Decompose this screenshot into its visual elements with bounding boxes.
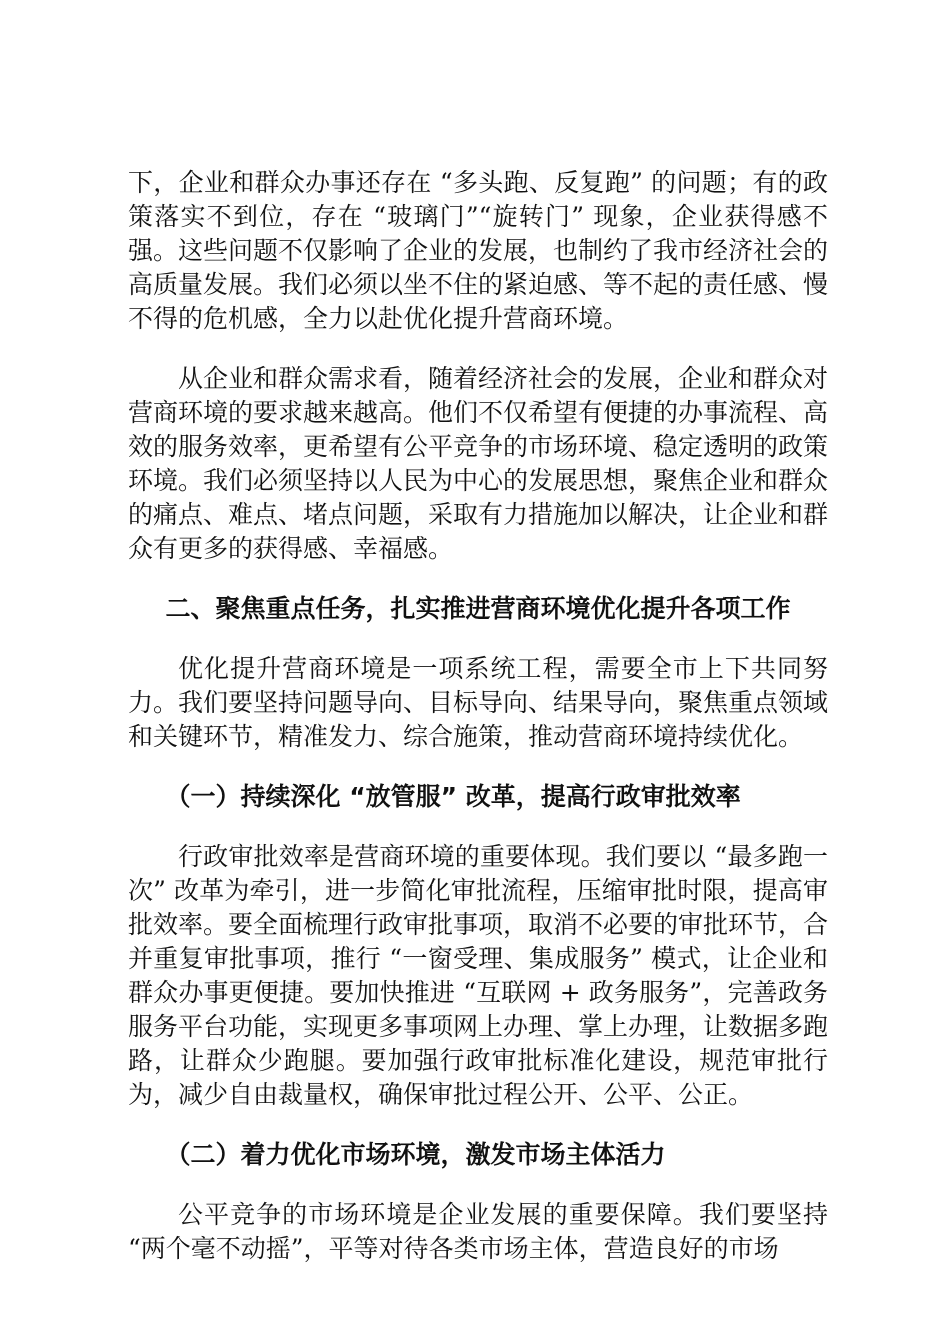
body-paragraph: 下，企业和群众办事还存在 “多头跑、反复跑” 的问题；有的政策落实不到位，存在 “玻璃门”“旋转门” 现象，企业获得感不强。这些问题不仅影响了企业的发展，也制约了我市经济社会的高质量发展。我们必须以坐不住的紧迫感、等不起的责任感、慢不得的危机感，全力以赴优化提升营商环境。 — [128, 168, 829, 333]
body-paragraph: 行政审批效率是营商环境的重要体现。我们要以 “最多跑一次” 改革为牵引，进一步简化审批流程，压缩审批时限，提高审批效率。要全面梳理行政审批事项，取消不必要的审批环节，合并重复审批事项，推行 “一窗受理、集成服务” 模式，让企业和群众办事更便捷。要加快推进 “互联网 + 政务服务”，完善政务服务平台功能，实现更多事项网上办理、掌上办理，让数据多跑路，让群众少跑腿。要加强行政审批标准化建设，规范审批行为，减少自由裁量权，确保审批过程公开、公平、公正。 — [128, 842, 829, 1109]
body-paragraph: 优化提升营商环境是一项系统工程，需要全市上下共同努力。我们要坚持问题导向、目标导向、结果导向，聚焦重点领域和关键环节，精准发力、综合施策，推动营商环境持续优化。 — [128, 654, 829, 751]
document-page — [128, 166, 828, 1292]
section-heading: 二、聚焦重点任务，扎实推进营商环境优化提升各项工作 — [165, 594, 791, 623]
body-paragraph: 从企业和群众需求看，随着经济社会的发展，企业和群众对营商环境的要求越来越高。他们不仅希望有便捷的办事流程、高效的服务效率，更希望有公平竞争的市场环境、稳定透明的政策环境。我们必须坚持以人民为中心的发展思想，聚焦企业和群众的痛点、难点、堵点问题，采取有力措施加以解决，让企业和群众有更多的获得感、幸福感。 — [128, 364, 829, 563]
subsection-heading: （一）持续深化 “放管服” 改革，提高行政审批效率 — [165, 782, 741, 811]
body-paragraph: 公平竞争的市场环境是企业发展的重要保障。我们要坚持 “两个毫不动摇”，平等对待各类市场主体，营造良好的市场 — [128, 1200, 828, 1263]
subsection-heading: （二）着力优化市场环境，激发市场主体活力 — [165, 1140, 666, 1169]
